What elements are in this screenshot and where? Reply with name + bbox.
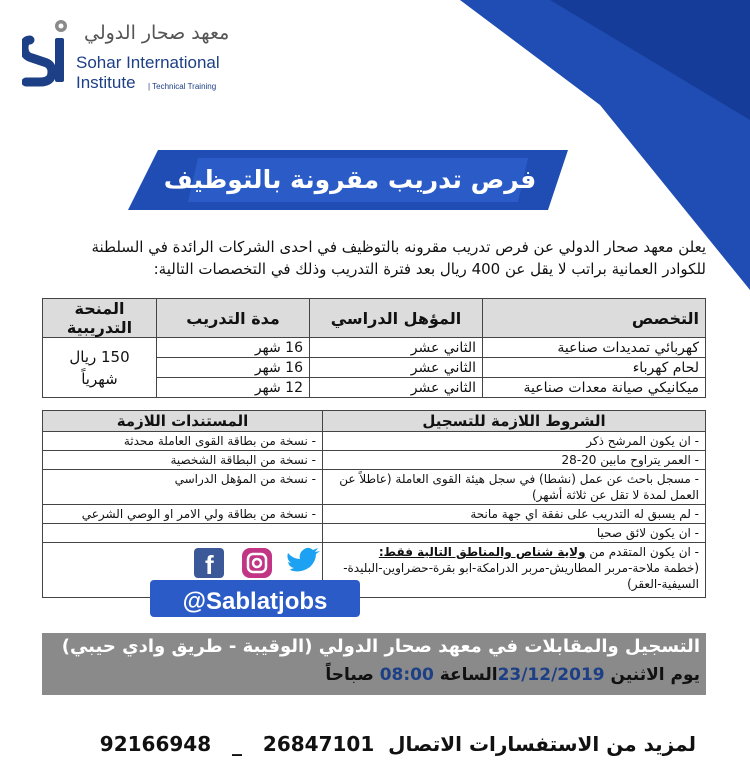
cell-specialty: ميكانيكي صيانة معدات صناعية (483, 378, 706, 398)
grant-amount: 150 ريال (69, 347, 130, 366)
day-label: يوم الاثنين (610, 665, 700, 685)
institute-subtitle: | Technical Training (148, 82, 217, 91)
header-grant: المنحة التدريبية (43, 299, 157, 338)
page-title: فرص تدريب مقرونة بالتوظيف (163, 165, 537, 194)
table-row (43, 524, 706, 543)
time-period: صباحاً (325, 665, 374, 685)
cell-duration: 16 شهر (157, 358, 310, 378)
table-row (43, 432, 706, 451)
document-item (43, 524, 323, 543)
region-condition (323, 543, 706, 598)
cell-duration: 12 شهر (157, 378, 310, 398)
condition-item: - ان يكون المرشح ذكر (323, 432, 706, 451)
registration-location: التسجيل والمقابلات في معهد صحار الدولي (الوقيبة - طريق وادي حيبي) (61, 636, 700, 657)
institute-name-english-2: Institute (76, 73, 136, 92)
header-duration: مدة التدريب (157, 299, 310, 338)
table-row (43, 451, 706, 470)
region-list: (خطمة ملاحة-مربر المطاريش-مربر الدرامكة-ابو بقرة-حضراوين-البليدة-السيفية-العقر) (343, 561, 699, 591)
institute-name-english: Sohar International (76, 53, 220, 72)
cell-specialty: لحام كهرباء (483, 358, 706, 378)
header-specialty: التخصص (483, 299, 706, 338)
phone-number-2: 92166948 (99, 732, 212, 756)
cell-grant (43, 338, 157, 398)
condition-item: - ان يكون لائق صحيا (323, 524, 706, 543)
table-row (43, 505, 706, 524)
condition-item: - مسجل باحث عن عمل (نشطا) في سجل هيئة القوى العاملة (عاطلاً عن العمل لمدة لا تقل عن ثلاثة أشهر) (323, 470, 706, 505)
time-label: الساعة (439, 665, 498, 685)
intro-line-1: يعلن معهد صحار الدولي عن فرص تدريب مقرونه بالتوظيف في احدى الشركات الرائدة في السلطنة (91, 238, 706, 256)
document-item: - نسخة من بطاقة القوى العاملة محدثة (43, 432, 323, 451)
phone-number-1: 26847101 (262, 732, 375, 756)
condition-item: - العمر يتراوح مابين 20-28 (323, 451, 706, 470)
condition-item: - لم يسبق له التدريب على نفقة اي جهة مانحة (323, 505, 706, 524)
table-row (43, 470, 706, 505)
cell-duration: 16 شهر (157, 338, 310, 358)
requirements-table (42, 410, 706, 598)
region-prefix: - ان يكون المتقدم من (585, 545, 699, 559)
institute-name-arabic: معهد صحار الدولي (84, 22, 230, 44)
header-documents: المستندات اللازمة (43, 411, 323, 432)
region-emphasis: ولاية شناص والمناطق التالية فقط: (378, 545, 586, 559)
intro-paragraph (60, 236, 706, 280)
table-row (43, 543, 706, 598)
document-item: - نسخة من البطاقة الشخصية (43, 451, 323, 470)
cell-qualification: الثاني عشر (310, 358, 483, 378)
header-conditions: الشروط اللازمة للتسجيل (323, 411, 706, 432)
instagram-icon (242, 548, 272, 578)
svg-text:f: f (205, 550, 214, 580)
facebook-icon (194, 548, 224, 580)
registration-date: 23/12/2019 (497, 665, 605, 685)
specialties-table (42, 298, 706, 398)
document-item: - نسخة من المؤهل الدراسي (43, 470, 323, 505)
header-qualification: المؤهل الدراسي (310, 299, 483, 338)
cell-qualification: الثاني عشر (310, 378, 483, 398)
registration-datetime (50, 665, 700, 685)
cell-qualification: الثاني عشر (310, 338, 483, 358)
institute-logo-icon (22, 18, 72, 88)
intro-line-2: للكوادر العمانية براتب لا يقل عن 400 ريال بعد فترة التدريب وذلك في التخصصات التالية: (153, 260, 706, 278)
social-handle: @Sablatjobs (182, 588, 328, 615)
phone-separator: _ (232, 732, 243, 756)
registration-time: 08:00 (379, 665, 434, 685)
grant-period: شهرياً (81, 369, 118, 388)
contact-label: لمزيد من الاستفسارات الاتصال (388, 732, 696, 756)
document-item: - نسخة من بطاقة ولي الامر او الوصي الشرعي (43, 505, 323, 524)
cell-specialty: كهربائي تمديدات صناعية (483, 338, 706, 358)
contact-line (99, 732, 696, 756)
twitter-icon (287, 548, 320, 572)
table-row (43, 338, 706, 358)
